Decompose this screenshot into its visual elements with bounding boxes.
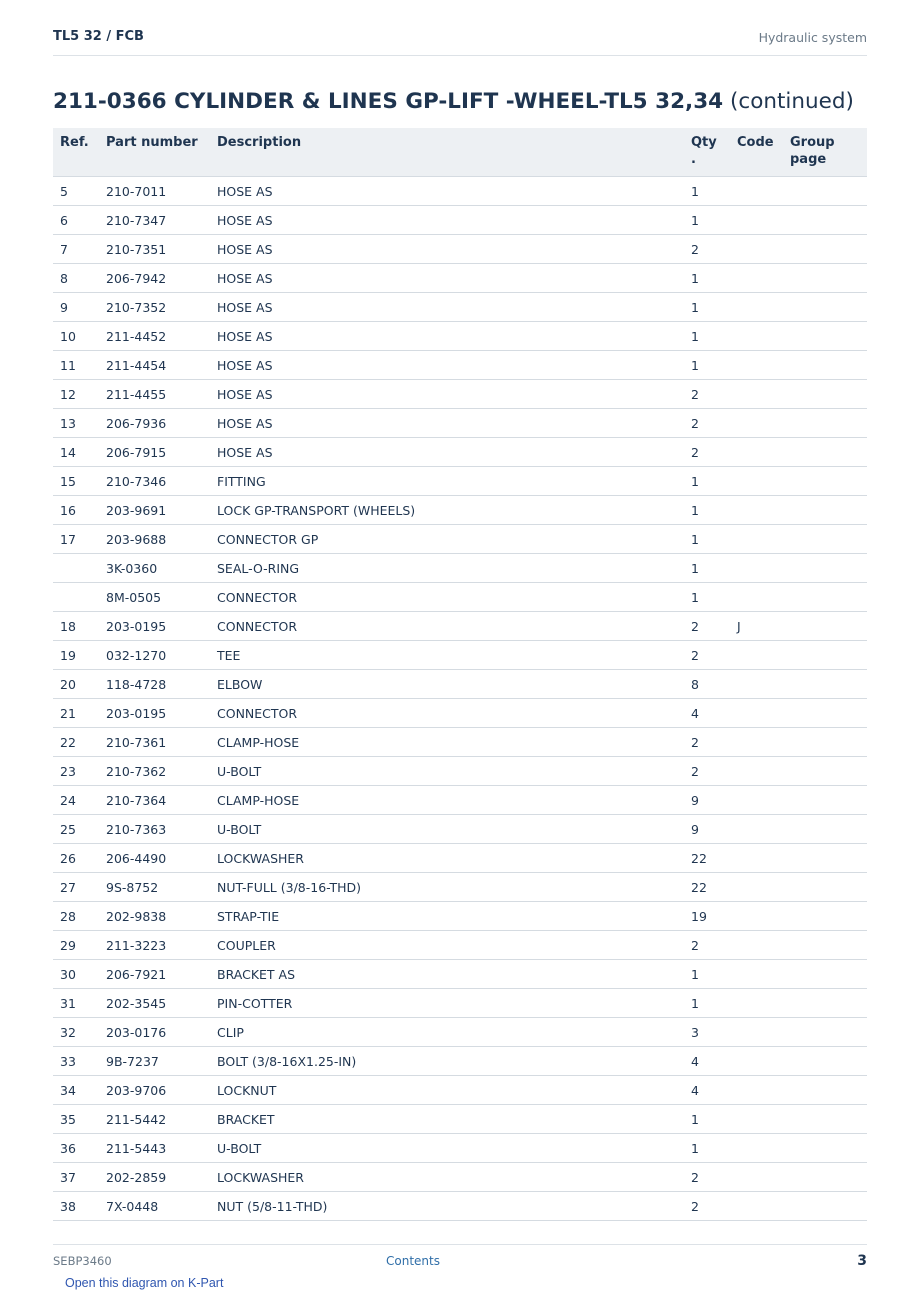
row-description: STRAP-TIE [217, 902, 691, 931]
row-description: HOSE AS [217, 380, 691, 409]
row-code [737, 1192, 790, 1221]
col-header-code: Code [737, 128, 790, 177]
row-qty: 1 [691, 554, 737, 583]
row-ref: 10 [53, 322, 106, 351]
row-group-page [790, 322, 867, 351]
row-code [737, 496, 790, 525]
row-group-page [790, 1018, 867, 1047]
row-ref: 9 [53, 293, 106, 322]
row-code [737, 525, 790, 554]
row-group-page [790, 1192, 867, 1221]
row-part-number: 210-7364 [106, 786, 217, 815]
row-code [737, 293, 790, 322]
row-part-number: 203-9706 [106, 1076, 217, 1105]
row-group-page [790, 583, 867, 612]
row-ref: 14 [53, 438, 106, 467]
row-description: HOSE AS [217, 409, 691, 438]
row-description: HOSE AS [217, 235, 691, 264]
row-code [737, 467, 790, 496]
row-qty: 1 [691, 496, 737, 525]
row-description: CLAMP-HOSE [217, 786, 691, 815]
row-part-number: 9B-7237 [106, 1047, 217, 1076]
row-ref: 31 [53, 989, 106, 1018]
row-description: HOSE AS [217, 206, 691, 235]
document-id: TL5 32 / FCB [53, 29, 144, 44]
row-group-page [790, 786, 867, 815]
row-part-number: 202-9838 [106, 902, 217, 931]
table-row [53, 467, 867, 496]
row-qty: 22 [691, 873, 737, 902]
row-ref: 32 [53, 1018, 106, 1047]
table-row [53, 641, 867, 670]
row-code [737, 728, 790, 757]
row-ref: 33 [53, 1047, 106, 1076]
row-description: BRACKET [217, 1105, 691, 1134]
row-qty: 1 [691, 351, 737, 380]
row-group-page [790, 670, 867, 699]
row-description: CONNECTOR [217, 612, 691, 641]
row-code [737, 438, 790, 467]
row-ref: 18 [53, 612, 106, 641]
col-header-group-page [790, 128, 867, 177]
row-part-number: 202-2859 [106, 1163, 217, 1192]
row-group-page [790, 873, 867, 902]
col-header-qty-line2: . [691, 152, 696, 167]
row-description: HOSE AS [217, 351, 691, 380]
row-part-number: 203-0195 [106, 699, 217, 728]
row-description: HOSE AS [217, 438, 691, 467]
parts-table [53, 128, 867, 1221]
row-group-page [790, 235, 867, 264]
row-part-number: 210-7352 [106, 293, 217, 322]
row-qty: 2 [691, 641, 737, 670]
row-group-page [790, 815, 867, 844]
row-group-page [790, 554, 867, 583]
row-description: U-BOLT [217, 757, 691, 786]
row-description: BOLT (3/8-16X1.25-IN) [217, 1047, 691, 1076]
row-group-page [790, 757, 867, 786]
row-group-page [790, 641, 867, 670]
row-part-number: 210-7363 [106, 815, 217, 844]
row-description: HOSE AS [217, 177, 691, 206]
row-qty: 2 [691, 438, 737, 467]
row-group-page [790, 409, 867, 438]
row-group-page [790, 438, 867, 467]
row-code [737, 554, 790, 583]
row-qty: 1 [691, 322, 737, 351]
table-row [53, 380, 867, 409]
table-row [53, 554, 867, 583]
table-row [53, 844, 867, 873]
row-qty: 2 [691, 728, 737, 757]
row-part-number: 3K-0360 [106, 554, 217, 583]
row-part-number: 206-7936 [106, 409, 217, 438]
row-group-page [790, 1047, 867, 1076]
row-code [737, 1076, 790, 1105]
row-description: HOSE AS [217, 293, 691, 322]
open-kpart-link[interactable]: Open this diagram on K-Part [65, 1276, 224, 1290]
row-ref: 8 [53, 264, 106, 293]
row-code: J [737, 612, 790, 641]
row-code [737, 757, 790, 786]
row-group-page [790, 844, 867, 873]
row-code [737, 670, 790, 699]
row-part-number: 210-7362 [106, 757, 217, 786]
row-code [737, 1018, 790, 1047]
row-group-page [790, 525, 867, 554]
row-group-page [790, 931, 867, 960]
contents-link[interactable]: Contents [386, 1254, 440, 1268]
table-row [53, 1018, 867, 1047]
table-row [53, 496, 867, 525]
row-code [737, 322, 790, 351]
row-code [737, 409, 790, 438]
row-group-page [790, 177, 867, 206]
row-description: CONNECTOR [217, 699, 691, 728]
row-ref: 5 [53, 177, 106, 206]
row-qty: 4 [691, 1047, 737, 1076]
table-row [53, 815, 867, 844]
row-qty: 1 [691, 467, 737, 496]
row-code [737, 380, 790, 409]
table-row [53, 728, 867, 757]
table-row [53, 525, 867, 554]
table-row [53, 583, 867, 612]
row-part-number: 210-7011 [106, 177, 217, 206]
row-qty: 1 [691, 1134, 737, 1163]
row-part-number: 203-9688 [106, 525, 217, 554]
table-row [53, 1076, 867, 1105]
row-qty: 2 [691, 612, 737, 641]
row-part-number: 206-4490 [106, 844, 217, 873]
row-code [737, 699, 790, 728]
row-ref: 23 [53, 757, 106, 786]
row-qty: 2 [691, 1163, 737, 1192]
row-qty: 3 [691, 1018, 737, 1047]
page-footer [53, 1244, 867, 1271]
table-row [53, 235, 867, 264]
table-row [53, 206, 867, 235]
row-ref: 29 [53, 931, 106, 960]
row-qty: 2 [691, 1192, 737, 1221]
row-ref: 35 [53, 1105, 106, 1134]
row-qty: 4 [691, 699, 737, 728]
page-title [53, 89, 883, 114]
row-description: CONNECTOR GP [217, 525, 691, 554]
row-qty: 1 [691, 264, 737, 293]
table-row [53, 1192, 867, 1221]
row-ref: 36 [53, 1134, 106, 1163]
table-row [53, 612, 867, 641]
row-ref: 19 [53, 641, 106, 670]
table-row [53, 438, 867, 467]
row-group-page [790, 264, 867, 293]
row-code [737, 351, 790, 380]
row-ref: 11 [53, 351, 106, 380]
row-part-number: 206-7915 [106, 438, 217, 467]
row-qty: 1 [691, 989, 737, 1018]
row-code [737, 786, 790, 815]
row-description: BRACKET AS [217, 960, 691, 989]
row-group-page [790, 351, 867, 380]
row-group-page [790, 467, 867, 496]
table-row [53, 1163, 867, 1192]
table-row [53, 1105, 867, 1134]
row-description: HOSE AS [217, 264, 691, 293]
row-ref [53, 583, 106, 612]
row-code [737, 1105, 790, 1134]
row-group-page [790, 1134, 867, 1163]
row-group-page [790, 989, 867, 1018]
row-part-number: 032-1270 [106, 641, 217, 670]
title-suffix: (continued) [729, 89, 854, 114]
table-row [53, 409, 867, 438]
row-qty: 22 [691, 844, 737, 873]
col-header-group-line2: page [790, 152, 827, 167]
col-header-ref: Ref. [53, 128, 106, 177]
row-description: CLAMP-HOSE [217, 728, 691, 757]
row-qty: 1 [691, 206, 737, 235]
row-code [737, 931, 790, 960]
document-number: SEBP3460 [53, 1254, 112, 1268]
table-row [53, 1047, 867, 1076]
row-code [737, 989, 790, 1018]
row-qty: 2 [691, 409, 737, 438]
table-row [53, 873, 867, 902]
row-qty: 1 [691, 177, 737, 206]
row-part-number: 206-7921 [106, 960, 217, 989]
row-ref: 28 [53, 902, 106, 931]
row-part-number: 206-7942 [106, 264, 217, 293]
col-header-qty [691, 128, 737, 177]
table-row [53, 322, 867, 351]
row-ref: 24 [53, 786, 106, 815]
row-code [737, 235, 790, 264]
table-row [53, 293, 867, 322]
table-row [53, 264, 867, 293]
row-part-number: 203-9691 [106, 496, 217, 525]
table-row [53, 989, 867, 1018]
row-part-number: 211-3223 [106, 931, 217, 960]
row-group-page [790, 612, 867, 641]
row-code [737, 1134, 790, 1163]
table-row [53, 1134, 867, 1163]
row-part-number: 211-4454 [106, 351, 217, 380]
row-ref: 22 [53, 728, 106, 757]
row-group-page [790, 728, 867, 757]
row-part-number: 210-7346 [106, 467, 217, 496]
row-code [737, 1163, 790, 1192]
row-part-number: 8M-0505 [106, 583, 217, 612]
row-description: LOCKWASHER [217, 844, 691, 873]
row-ref [53, 554, 106, 583]
table-row [53, 670, 867, 699]
table-row [53, 177, 867, 206]
row-group-page [790, 496, 867, 525]
table-row [53, 786, 867, 815]
row-ref: 17 [53, 525, 106, 554]
row-code [737, 177, 790, 206]
section-name: Hydraulic system [758, 30, 867, 45]
row-ref: 25 [53, 815, 106, 844]
page-number: 3 [857, 1253, 867, 1269]
row-description: NUT-FULL (3/8-16-THD) [217, 873, 691, 902]
row-description: SEAL-O-RING [217, 554, 691, 583]
row-group-page [790, 960, 867, 989]
row-group-page [790, 293, 867, 322]
row-ref: 6 [53, 206, 106, 235]
row-part-number: 9S-8752 [106, 873, 217, 902]
row-ref: 12 [53, 380, 106, 409]
row-ref: 37 [53, 1163, 106, 1192]
row-ref: 15 [53, 467, 106, 496]
table-row [53, 757, 867, 786]
row-code [737, 815, 790, 844]
row-group-page [790, 1076, 867, 1105]
row-ref: 38 [53, 1192, 106, 1221]
row-part-number: 203-0176 [106, 1018, 217, 1047]
row-qty: 2 [691, 235, 737, 264]
row-ref: 20 [53, 670, 106, 699]
row-description: U-BOLT [217, 815, 691, 844]
col-header-description: Description [217, 128, 691, 177]
row-description: HOSE AS [217, 322, 691, 351]
row-qty: 19 [691, 902, 737, 931]
table-row [53, 931, 867, 960]
row-description: ELBOW [217, 670, 691, 699]
row-ref: 26 [53, 844, 106, 873]
row-ref: 13 [53, 409, 106, 438]
row-qty: 2 [691, 931, 737, 960]
row-part-number: 211-4452 [106, 322, 217, 351]
table-row [53, 699, 867, 728]
table-row [53, 960, 867, 989]
row-qty: 9 [691, 786, 737, 815]
row-qty: 1 [691, 1105, 737, 1134]
row-qty: 1 [691, 293, 737, 322]
row-description: LOCK GP-TRANSPORT (WHEELS) [217, 496, 691, 525]
row-group-page [790, 206, 867, 235]
row-ref: 21 [53, 699, 106, 728]
row-qty: 2 [691, 757, 737, 786]
row-code [737, 1047, 790, 1076]
row-part-number: 211-5443 [106, 1134, 217, 1163]
row-part-number: 211-4455 [106, 380, 217, 409]
table-row [53, 351, 867, 380]
row-group-page [790, 902, 867, 931]
row-part-number: 210-7361 [106, 728, 217, 757]
parts-table-body [53, 177, 867, 1221]
row-description: LOCKWASHER [217, 1163, 691, 1192]
row-part-number: 210-7347 [106, 206, 217, 235]
row-ref: 16 [53, 496, 106, 525]
row-description: LOCKNUT [217, 1076, 691, 1105]
row-code [737, 264, 790, 293]
row-ref: 34 [53, 1076, 106, 1105]
row-ref: 7 [53, 235, 106, 264]
row-part-number: 202-3545 [106, 989, 217, 1018]
row-part-number: 211-5442 [106, 1105, 217, 1134]
row-part-number: 210-7351 [106, 235, 217, 264]
row-code [737, 960, 790, 989]
row-code [737, 206, 790, 235]
row-description: COUPLER [217, 931, 691, 960]
row-ref: 27 [53, 873, 106, 902]
row-qty: 9 [691, 815, 737, 844]
row-code [737, 844, 790, 873]
table-header-row [53, 128, 867, 177]
row-description: TEE [217, 641, 691, 670]
row-qty: 1 [691, 525, 737, 554]
row-code [737, 902, 790, 931]
row-group-page [790, 1163, 867, 1192]
col-header-qty-line1: Qty [691, 135, 717, 150]
row-ref: 30 [53, 960, 106, 989]
row-qty: 1 [691, 960, 737, 989]
row-part-number: 7X-0448 [106, 1192, 217, 1221]
row-description: FITTING [217, 467, 691, 496]
page-header [53, 29, 867, 56]
row-description: U-BOLT [217, 1134, 691, 1163]
row-code [737, 873, 790, 902]
row-description: CONNECTOR [217, 583, 691, 612]
row-part-number: 203-0195 [106, 612, 217, 641]
row-group-page [790, 1105, 867, 1134]
table-row [53, 902, 867, 931]
row-code [737, 583, 790, 612]
row-code [737, 641, 790, 670]
row-qty: 4 [691, 1076, 737, 1105]
title-main: 211-0366 CYLINDER & LINES GP-LIFT -WHEEL-TL5 32,34 [53, 89, 724, 114]
col-header-part-number: Part number [106, 128, 217, 177]
row-group-page [790, 699, 867, 728]
row-part-number: 118-4728 [106, 670, 217, 699]
row-description: CLIP [217, 1018, 691, 1047]
row-description: NUT (5/8-11-THD) [217, 1192, 691, 1221]
row-qty: 8 [691, 670, 737, 699]
row-group-page [790, 380, 867, 409]
row-description: PIN-COTTER [217, 989, 691, 1018]
row-qty: 1 [691, 583, 737, 612]
col-header-group-line1: Group [790, 135, 835, 150]
row-qty: 2 [691, 380, 737, 409]
